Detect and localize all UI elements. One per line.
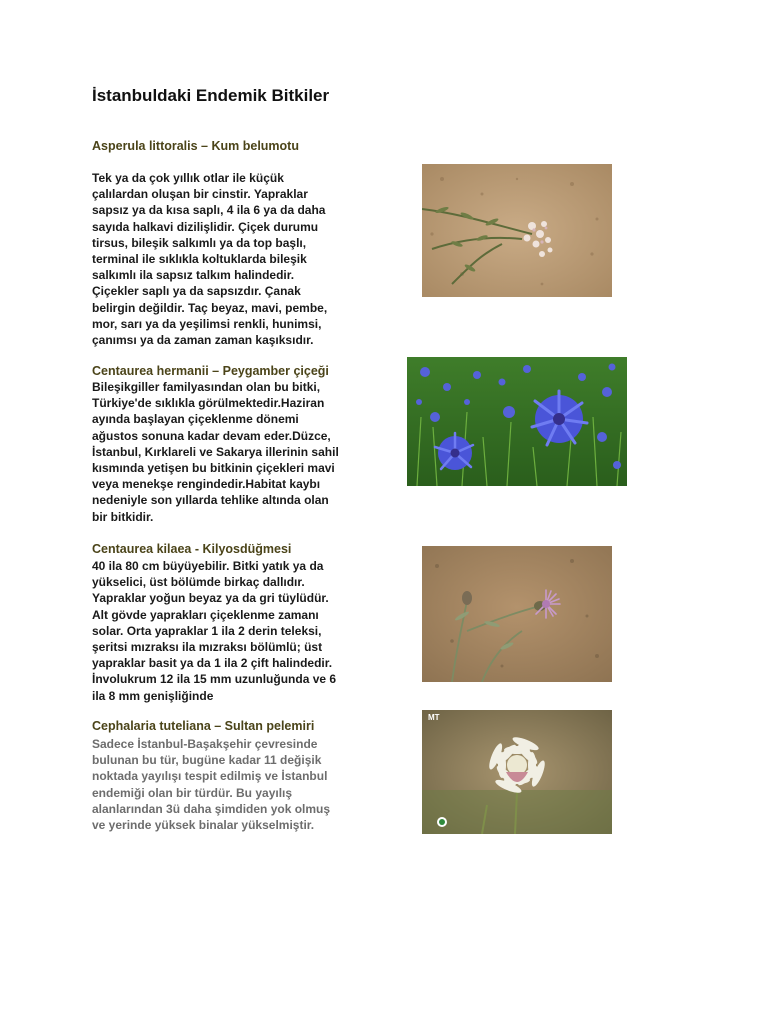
description-line: ayında başlayan çiçeklenme dönemi: [92, 412, 299, 427]
centaurea-hermanii-photo: [407, 357, 627, 486]
description-line: alanlarından 3ü daha şimdiden yok olmuş: [92, 801, 331, 816]
description-line: sayıda halkavi dizilişlidir. Çiçek durumu: [92, 219, 319, 234]
description-line: kısmında yetişen bu bitkinin çiçekleri mavi: [92, 461, 335, 476]
description-line: Türkiye'de sıklıkla görülmektedir.Haziran: [92, 396, 325, 411]
description-line: sapsız ya da kısa saplı, 4 ila 6 ya da daha: [92, 203, 326, 218]
plant-heading-hermanii: Centaurea hermanii – Peygamber çiçeği: [92, 364, 329, 378]
description-line: mor, sarı ya da yeşilimsi renkli, hunimsi,: [92, 316, 322, 331]
description-line: 40 ila 80 cm büyüyebilir. Bitki yatık ya da: [92, 559, 324, 573]
description-line: yapraklar basit ya da 1 ila 2 çift halindedir.: [92, 656, 333, 671]
description-line: belirgin değildir. Taç beyaz, mavi, pembe,: [92, 300, 328, 315]
plant-description-kilaea: [92, 558, 336, 704]
description-line: tirsus, bileşik salkımlı ya da top başlı,: [92, 235, 307, 250]
description-line: İstanbul, Kırklareli ve Sakarya illerinin sahil: [92, 444, 339, 459]
description-line: yükselici, üst bölümde birkaç dallıdır.: [92, 575, 305, 590]
description-line: veya menekşe rengindedir.Habitat kaybı: [92, 477, 321, 492]
description-line: Çiçekler saplı ya da sapsızdır. Çanak: [92, 284, 301, 299]
description-line: solar. Orta yapraklar 1 ila 2 derin teleksi,: [92, 623, 322, 638]
description-line: çalılardan oluşan bir cinstir. Yapraklar: [92, 187, 308, 202]
plant-heading-asperula: Asperula littoralis – Kum belumotu: [92, 139, 299, 153]
description-line: endemiği olan bir türdür. Bu yayılış: [92, 785, 293, 800]
description-line: Bileşikgiller familyasından olan bu bitki,: [92, 380, 321, 394]
cephalaria-tuteliana-photo: [422, 710, 612, 834]
description-line: ve yerinde yüksek binalar yükselmiştir.: [92, 818, 315, 833]
plant-heading-cephalaria: Cephalaria tuteliana – Sultan pelemiri: [92, 719, 315, 733]
description-line: Yapraklar yoğun beyaz ya da gri tüylüdür.: [92, 591, 329, 606]
description-line: Sadece İstanbul-Başakşehir çevresinde: [92, 737, 318, 751]
plant-description-hermanii: [92, 379, 339, 525]
description-line: Alt gövde yaprakları çiçeklenme zamanı: [92, 607, 319, 622]
description-line: salkımlı ila sapsız talkım halindedir.: [92, 268, 295, 283]
photo-watermark: MT: [428, 713, 440, 722]
description-line: ila 8 mm genişliğinde: [92, 688, 214, 703]
description-line: şeritsi mızraksı ila mızraksı bölümlü; üst: [92, 640, 323, 655]
centaurea-kilaea-photo: [422, 546, 612, 682]
description-line: İnvolukrum 12 ila 15 mm uzunluğunda ve 6: [92, 672, 337, 687]
description-line: nedeniyle son yıllarda tehlike altında olan: [92, 493, 329, 508]
description-line: ağustos sonuna kadar devam eder.Düzce,: [92, 428, 331, 443]
description-line: Tek ya da çok yıllık otlar ile küçük: [92, 171, 284, 185]
description-line: bir bitkidir.: [92, 509, 154, 524]
description-line: çanımsı ya da zaman zaman kaşıksıdır.: [92, 333, 314, 348]
plant-description-cephalaria: [92, 736, 330, 833]
description-line: terminal ile sıklıkla koltuklarda bileşik: [92, 252, 307, 267]
plant-description-asperula: [92, 170, 327, 348]
asperula-littoralis-photo: [422, 164, 612, 297]
page-title: İstanbuldaki Endemik Bitkiler: [92, 86, 330, 105]
description-line: bulunan bu tür, bugüne kadar 11 değişik: [92, 753, 322, 768]
plant-heading-kilaea: Centaurea kilaea - Kilyosdüğmesi: [92, 542, 292, 556]
description-line: noktada yayılışı tespit edilmiş ve İstanbul: [92, 769, 328, 784]
